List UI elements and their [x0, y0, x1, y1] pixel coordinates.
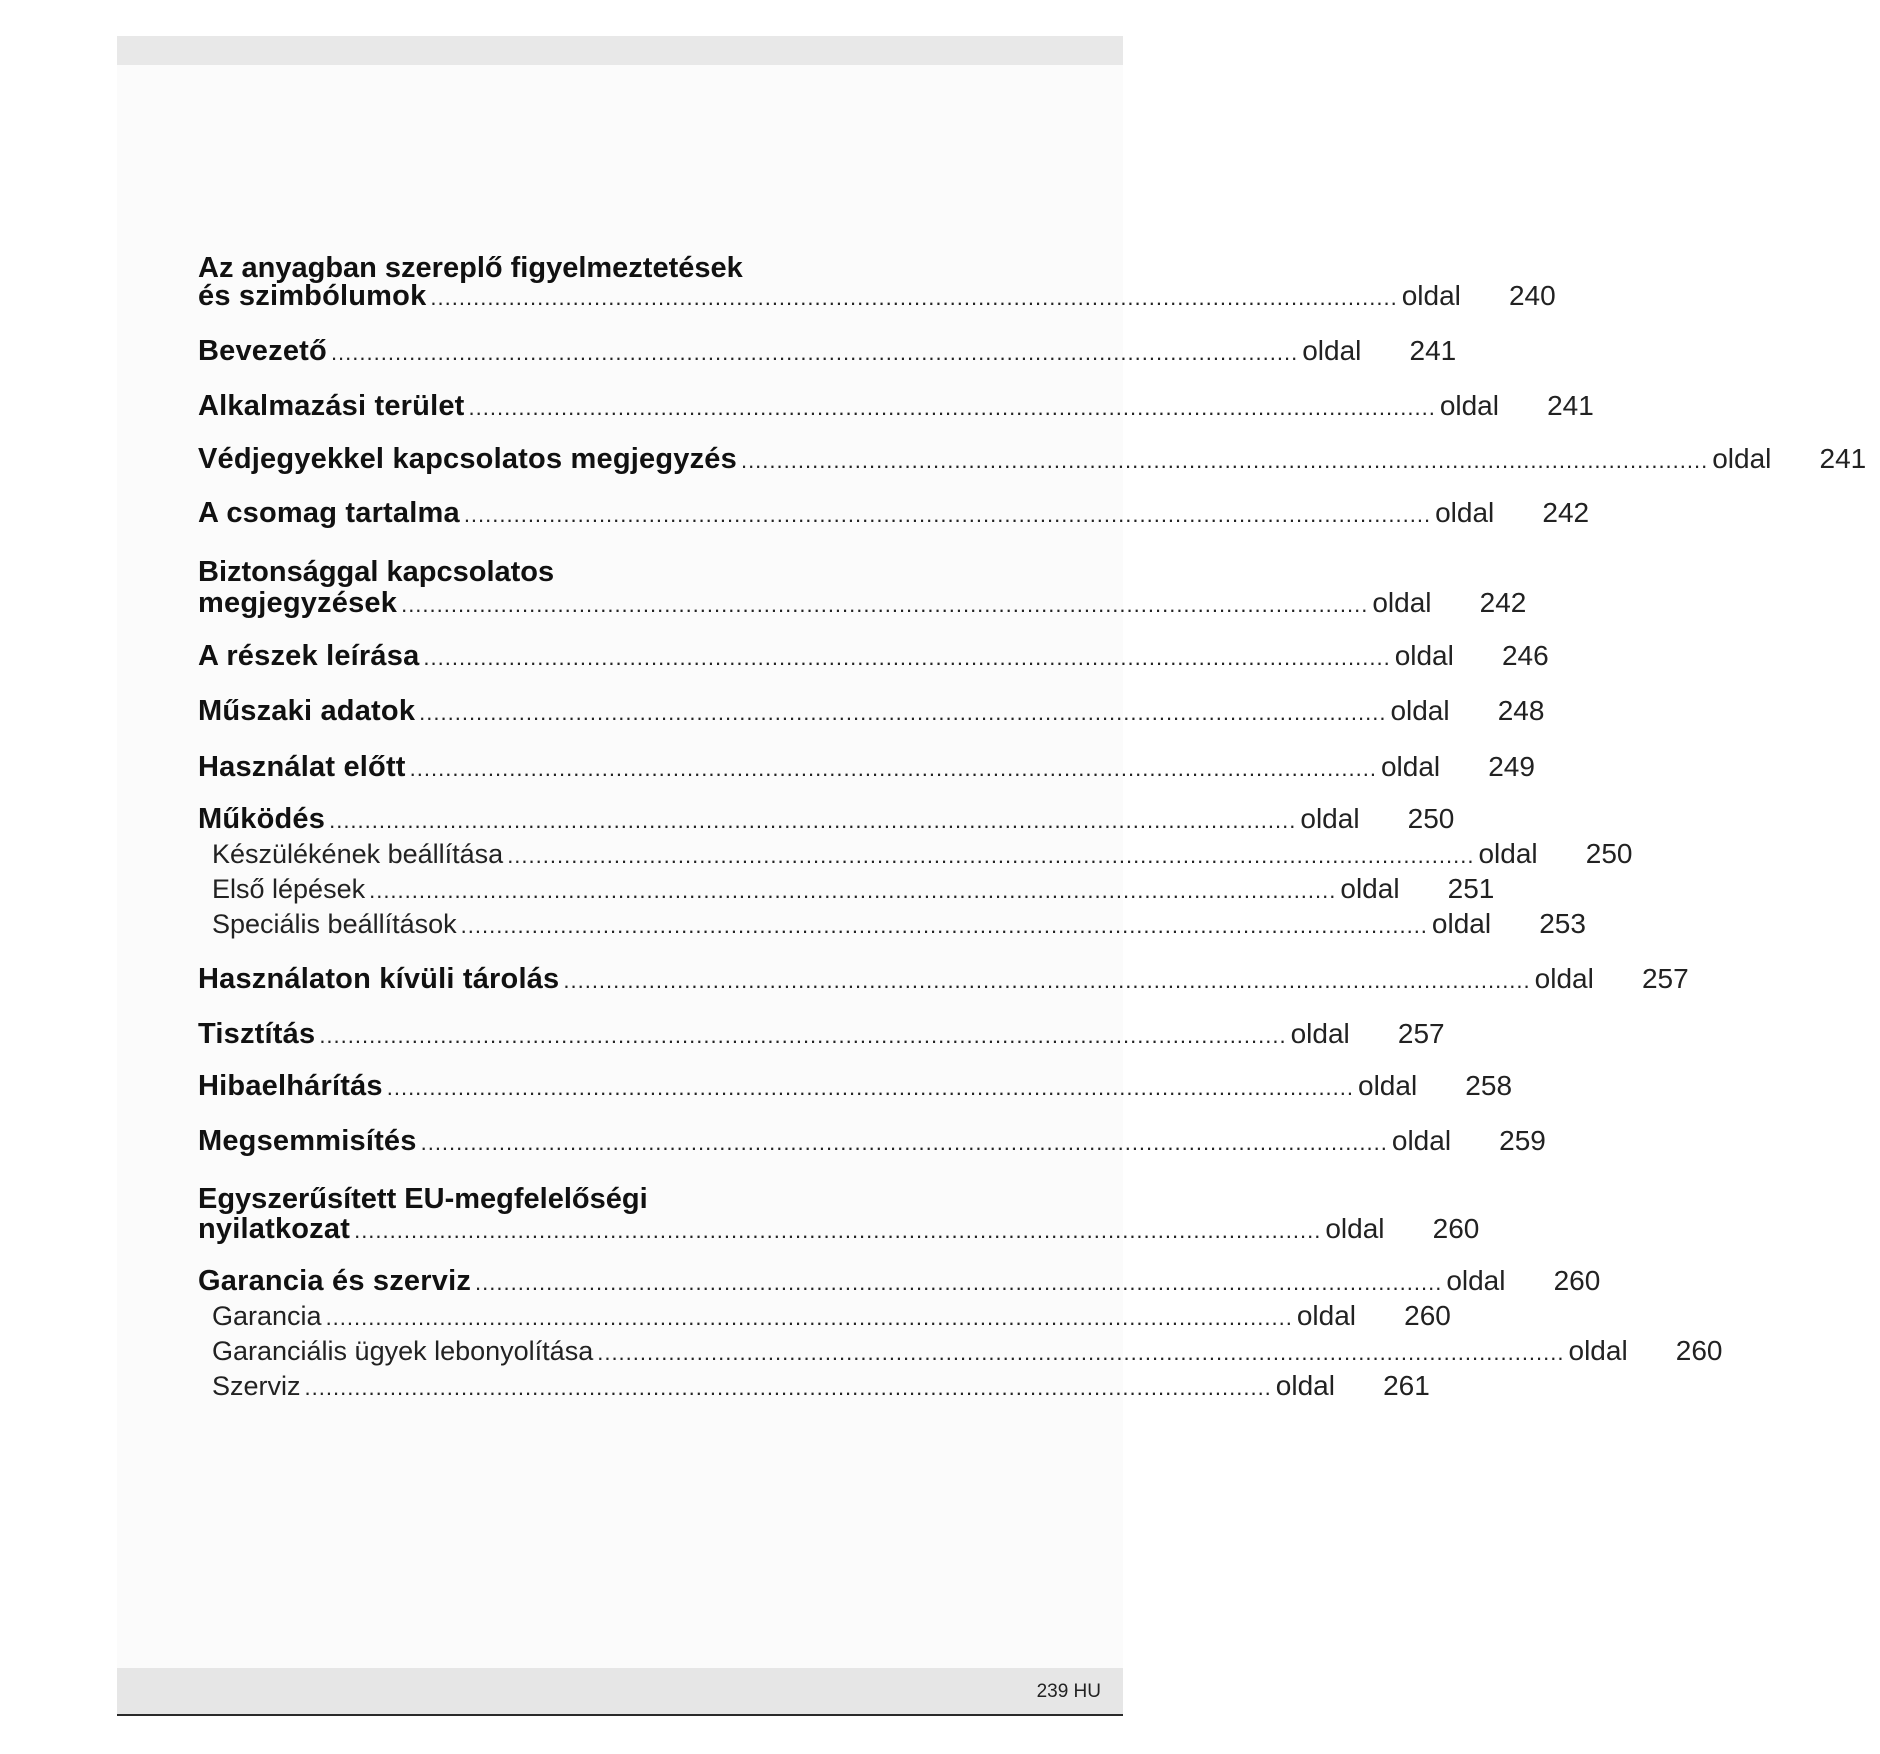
toc-entry-page: 259 [1499, 1125, 1546, 1156]
dot-leader: ........................................................................................................................................ [475, 1270, 1443, 1295]
toc-entry[interactable] [198, 1265, 1601, 1303]
toc-entry-suffix: oldal [1300, 803, 1360, 834]
toc-entry-title: Szerviz [212, 1371, 301, 1401]
toc-entry-page: 258 [1465, 1070, 1513, 1101]
toc-entry-page: 250 [1407, 803, 1455, 834]
toc-entry-title: Használaton kívüli tárolás [198, 963, 560, 995]
toc-entry-suffix: oldal [1391, 1125, 1452, 1156]
toc-entry[interactable] [198, 803, 1455, 841]
toc-entry-title: Bevezető [198, 335, 327, 367]
toc-entry-title: nyilatkozat [198, 1213, 351, 1245]
toc-entry-suffix: oldal [1275, 1370, 1335, 1401]
toc-subentry[interactable] [212, 838, 1633, 876]
dot-leader: ........................................................................................................................................ [430, 285, 1398, 310]
toc-entry-suffix: oldal [1390, 695, 1450, 726]
toc-entry-title: Alkalmazási terület [198, 390, 465, 422]
toc-heading-line: Az anyagban szereplő figyelmeztetések [198, 252, 743, 284]
dot-leader: ........................................................................................................................................ [563, 968, 1531, 993]
toc-entry-page: 251 [1447, 873, 1495, 904]
dot-leader: ........................................................................................................................................ [423, 645, 1391, 670]
footer-band [117, 1668, 1123, 1716]
toc-entry-suffix: oldal [1358, 1070, 1418, 1101]
dot-leader: ........................................................................................................................................ [597, 1340, 1565, 1365]
toc-entry-page: 257 [1397, 1018, 1445, 1049]
toc-entry-title: és szimbólumok [198, 280, 427, 312]
dot-leader: ........................................................................................................................................ [304, 1375, 1272, 1400]
toc-heading-line: Egyszerűsített EU-megfelelőségi [198, 1183, 648, 1215]
toc-entry-title: Speciális beállítások [212, 909, 457, 939]
toc-entry-suffix: oldal [1394, 640, 1454, 671]
toc-entry[interactable] [198, 1018, 1445, 1056]
toc-entry-page: 260 [1432, 1213, 1480, 1244]
toc-entry-suffix: oldal [1568, 1335, 1628, 1366]
toc-entry-suffix: oldal [1380, 751, 1441, 782]
toc-entry-title: Első lépések [212, 874, 366, 904]
toc-entry-suffix: oldal [1431, 908, 1492, 939]
dot-leader: ........................................................................................................................................ [463, 502, 1432, 527]
toc-entry[interactable] [198, 1070, 1513, 1108]
dot-leader: ........................................................................................................................................ [420, 1130, 1388, 1155]
dot-leader: ........................................................................................................................................ [419, 700, 1387, 725]
toc-entry[interactable] [198, 497, 1590, 535]
toc-entry[interactable] [198, 695, 1545, 733]
dot-leader: ........................................................................................................................................ [386, 1075, 1355, 1100]
toc-entry-suffix: oldal [1446, 1265, 1506, 1296]
toc-entry-suffix: oldal [1372, 587, 1432, 618]
toc-entry-page: 240 [1508, 280, 1556, 311]
toc-entry-suffix: oldal [1340, 873, 1400, 904]
dot-leader: ........................................................................................................................................ [319, 1023, 1287, 1048]
toc-entry-title: Garancia [212, 1301, 322, 1331]
toc-subentry[interactable] [212, 873, 1495, 911]
toc-entry-page: 241 [1819, 443, 1867, 474]
dot-leader: ........................................................................................................................................ [401, 592, 1369, 617]
toc-entry[interactable] [198, 443, 1867, 481]
toc-entry-page: 241 [1547, 390, 1594, 421]
toc-entry-title: Védjegyekkel kapcsolatos megjegyzés [198, 443, 737, 475]
toc-entry[interactable] [198, 751, 1535, 789]
dot-leader: ........................................................................................................................................ [329, 808, 1297, 833]
toc-entry-suffix: oldal [1712, 443, 1772, 474]
toc-entry-title: Garancia és szerviz [198, 1265, 472, 1297]
toc-entry[interactable] [198, 390, 1594, 428]
dot-leader: ........................................................................................................................................ [409, 756, 1377, 781]
toc-entry-suffix: oldal [1478, 838, 1538, 869]
toc-entry-page: 242 [1479, 587, 1527, 618]
toc-entry-title: megjegyzések [198, 587, 398, 619]
toc-entry-page: 261 [1383, 1370, 1430, 1401]
toc-entry-page: 246 [1501, 640, 1549, 671]
toc-entry-page: 260 [1404, 1300, 1451, 1331]
toc-entry-suffix: oldal [1325, 1213, 1385, 1244]
toc-entry-page: 248 [1497, 695, 1545, 726]
dot-leader: ........................................................................................................................................ [330, 340, 1299, 365]
toc-entry-page: 253 [1539, 908, 1586, 939]
toc-entry[interactable] [198, 1125, 1546, 1163]
page-number: 239 HU [1036, 1681, 1101, 1702]
toc-entry-title: A csomag tartalma [198, 497, 460, 529]
toc-subentry[interactable] [212, 1370, 1430, 1408]
toc-entry-page: 250 [1585, 838, 1633, 869]
toc-entry-suffix: oldal [1534, 963, 1594, 994]
toc-entry[interactable] [198, 335, 1457, 373]
toc-subentry[interactable] [212, 908, 1586, 946]
dot-leader: ........................................................................................................................................ [507, 843, 1475, 868]
toc-entry-title: Hibaelhárítás [198, 1070, 383, 1102]
toc-entry[interactable] [198, 280, 1556, 318]
toc-entry-page: 260 [1553, 1265, 1601, 1296]
toc-entry[interactable] [198, 640, 1549, 678]
dot-leader: ........................................................................................................................................ [354, 1218, 1322, 1243]
toc-subentry[interactable] [212, 1335, 1723, 1373]
toc-entry-page: 260 [1675, 1335, 1723, 1366]
toc-entry[interactable] [198, 963, 1689, 1001]
toc-subentry[interactable] [212, 1300, 1451, 1338]
dot-leader: ........................................................................................................................................ [460, 913, 1428, 938]
toc-entry-page: 241 [1409, 335, 1457, 366]
toc-entry-title: Megsemmisítés [198, 1125, 417, 1157]
toc-entry-suffix: oldal [1296, 1300, 1357, 1331]
toc-entry-suffix: oldal [1290, 1018, 1350, 1049]
toc-entry-page: 249 [1488, 751, 1535, 782]
toc-entry-suffix: oldal [1401, 280, 1461, 311]
toc-entry-suffix: oldal [1302, 335, 1362, 366]
toc-entry-title: Használat előtt [198, 751, 406, 783]
toc-entry-title: Működés [198, 803, 326, 835]
dot-leader: ........................................................................................................................................ [740, 448, 1709, 473]
toc-entry-title: Tisztítás [198, 1018, 316, 1050]
dot-leader: ........................................................................................................................................ [325, 1305, 1293, 1330]
toc-entry[interactable] [198, 1213, 1480, 1251]
toc-entry-title: Műszaki adatok [198, 695, 416, 727]
toc-entry-suffix: oldal [1439, 390, 1499, 421]
toc-heading-line: Biztonsággal kapcsolatos [198, 556, 555, 588]
toc-entry-page: 242 [1542, 497, 1590, 528]
toc-entry-title: A részek leírása [198, 640, 420, 672]
toc-entry-title: Garanciális ügyek lebonyolítása [212, 1336, 594, 1366]
toc-entry[interactable] [198, 587, 1527, 625]
toc-entry-page: 257 [1641, 963, 1689, 994]
dot-leader: ........................................................................................................................................ [468, 395, 1436, 420]
dot-leader: ........................................................................................................................................ [369, 878, 1337, 903]
toc-entry-title: Készülékének beállítása [212, 839, 504, 869]
toc-entry-suffix: oldal [1435, 497, 1495, 528]
